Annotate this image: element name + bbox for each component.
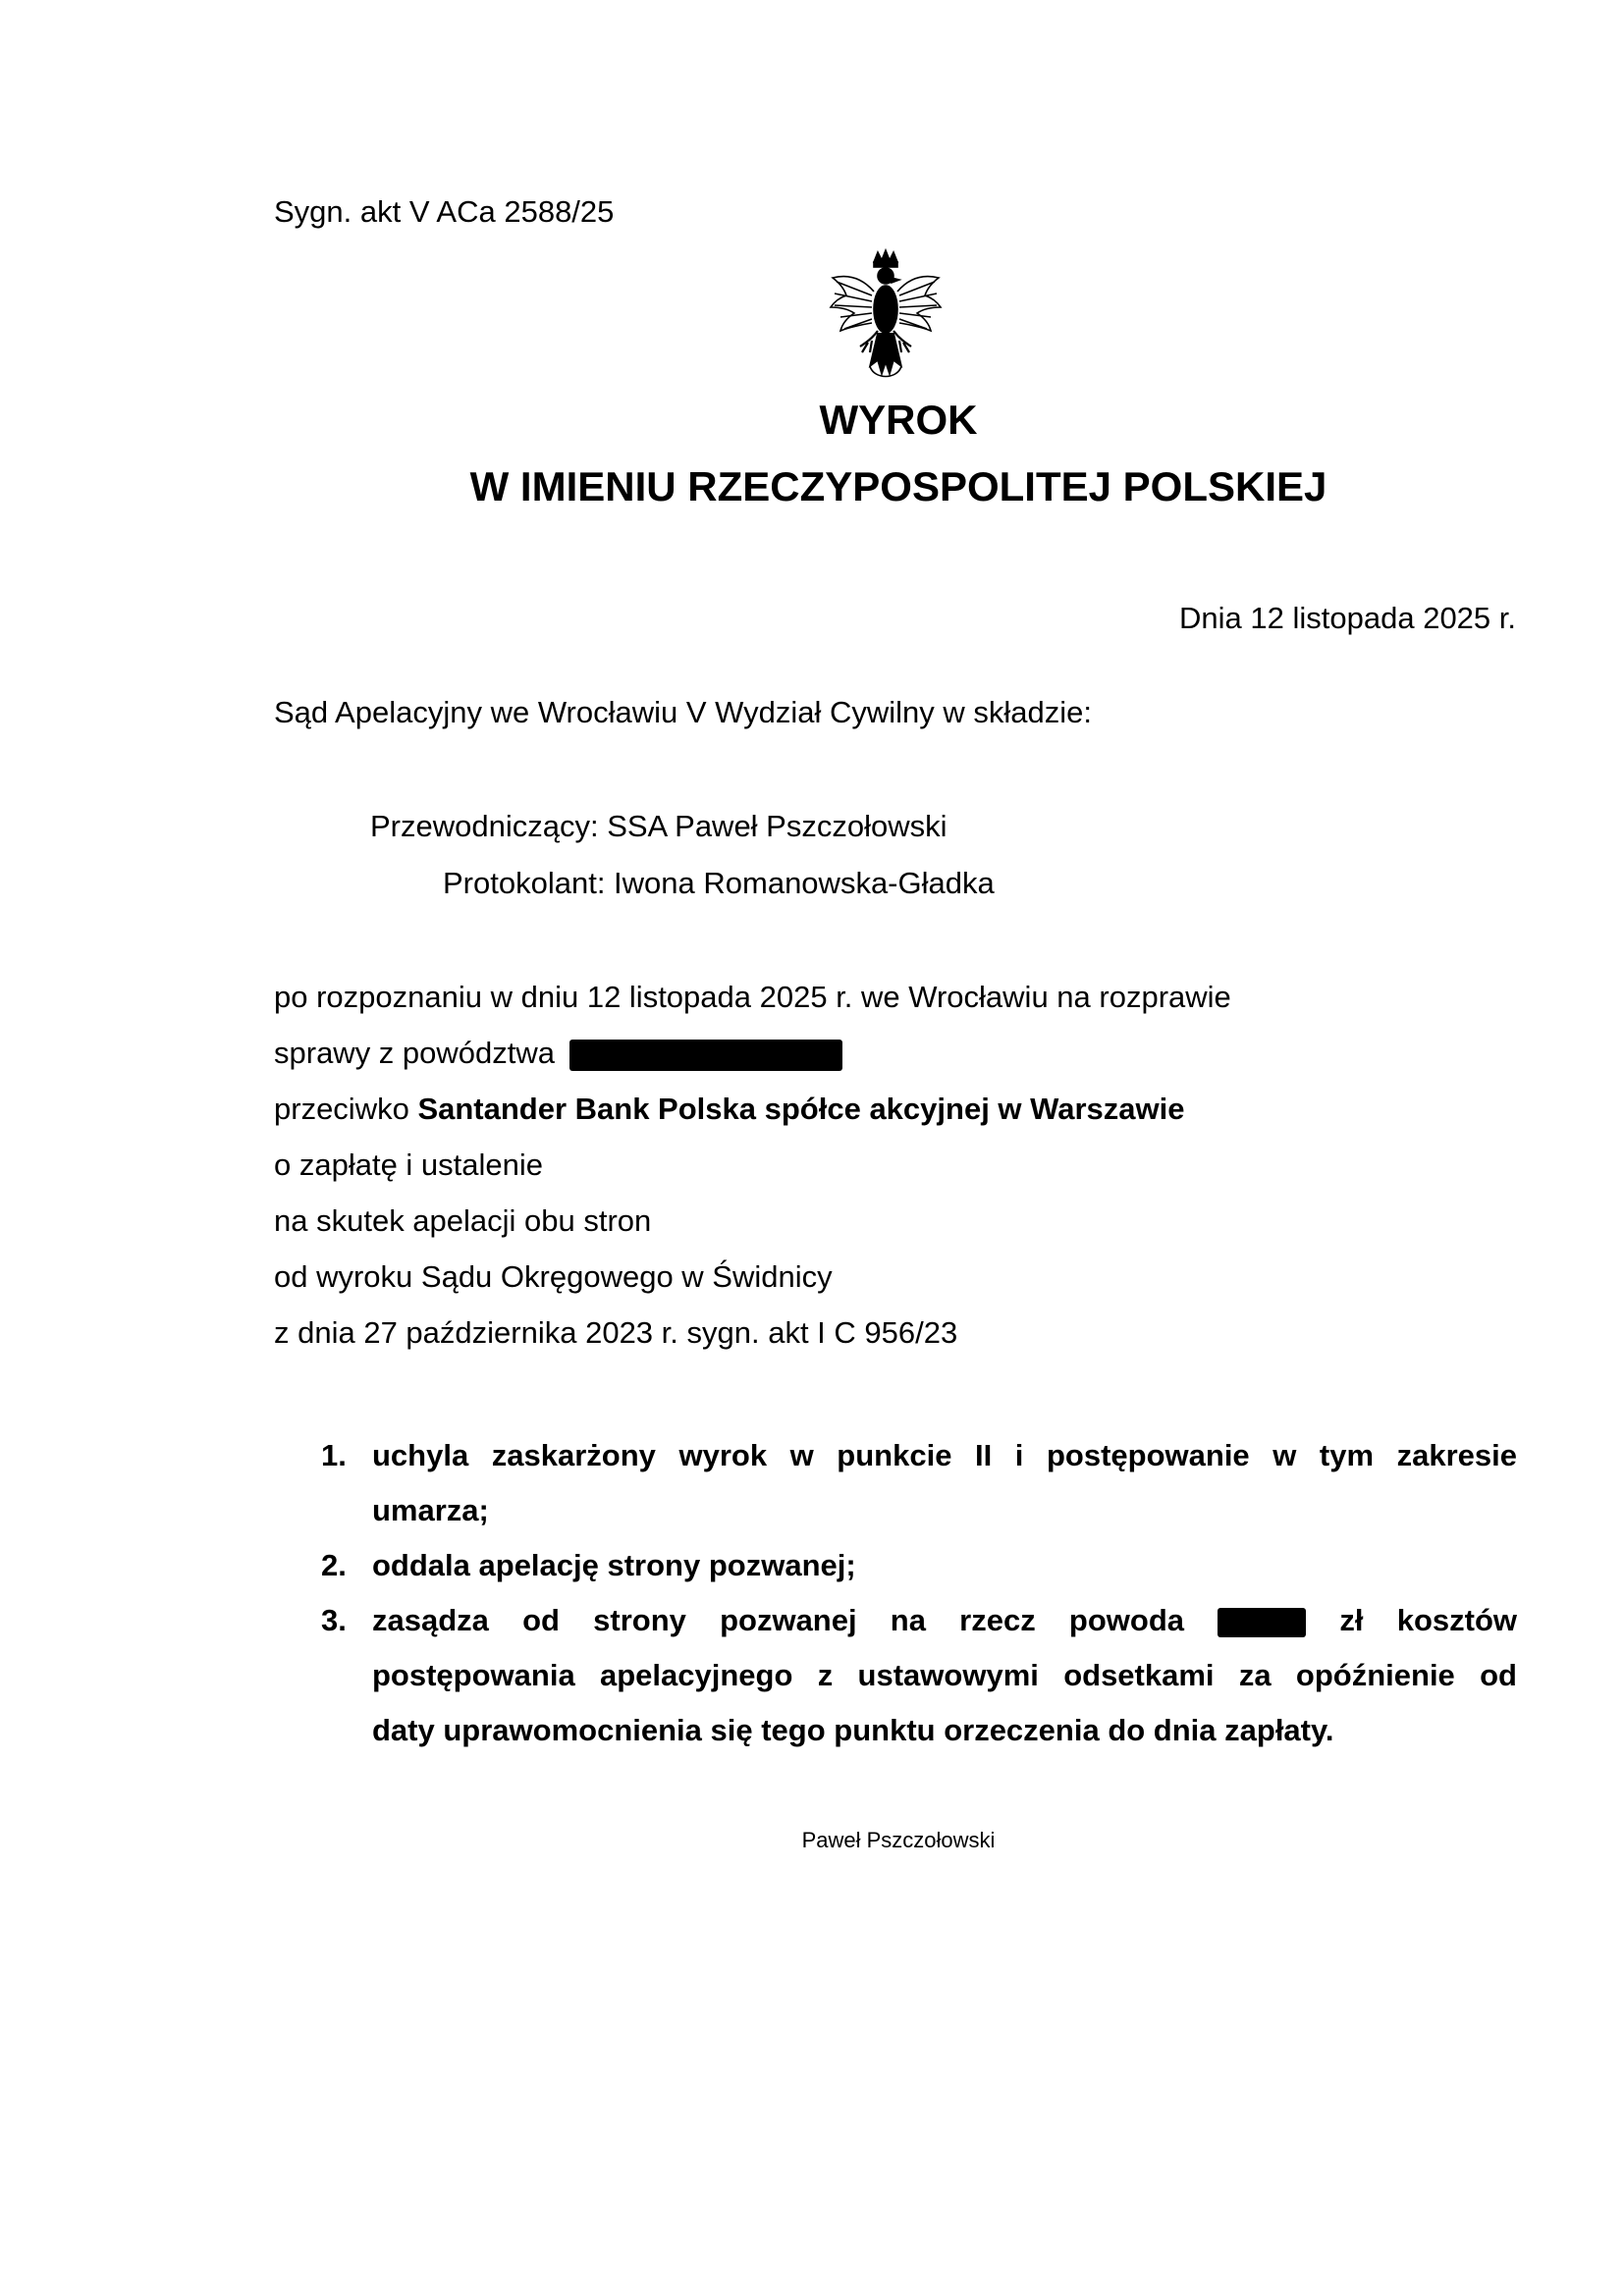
defendant-name: Santander Bank Polska spółce akcyjnej w Warszawie xyxy=(417,1092,1185,1126)
chairman-line: Przewodniczący: SSA Paweł Pszczołowski xyxy=(370,809,947,843)
intro-line-7: z dnia 27 października 2023 r. sygn. akt I C 956/23 xyxy=(274,1315,958,1350)
document-subtitle: W IMIENIU RZECZYPOSPOLITEJ POLSKIEJ xyxy=(469,463,1327,509)
document-title: WYROK xyxy=(819,397,978,443)
intro-line-4: o zapłatę i ustalenie xyxy=(274,1148,544,1182)
polish-eagle-emblem-icon xyxy=(823,248,948,390)
ruling-text: oddala apelację strony pozwanej; xyxy=(372,1548,856,1582)
clerk-line: Protokolant: Iwona Romanowska-Gładka xyxy=(443,866,995,900)
intro-line-1: po rozpoznaniu w dniu 12 listopada 2025 r. we Wrocławiu na rozprawie xyxy=(274,980,1231,1014)
redacted-plaintiff-name xyxy=(569,1040,842,1071)
ruling-text: umarza; xyxy=(372,1493,489,1527)
ruling-text: daty uprawomocnienia się tego punktu orzeczenia do dnia zapłaty. xyxy=(372,1713,1334,1747)
ruling-item-2 xyxy=(321,1538,1517,1593)
intro-line-5: na skutek apelacji obu stron xyxy=(274,1203,652,1238)
title-wrapper xyxy=(0,395,1624,446)
ruling-text: uchyla zaskarżony wyrok w punkcie II i postępowanie w tym zakresie xyxy=(372,1438,1517,1472)
ruling-text: postępowania apelacyjnego z ustawowymi odsetkami za opóźnienie od xyxy=(372,1658,1517,1692)
ruling-item-1 xyxy=(321,1428,1517,1538)
ruling-list xyxy=(321,1428,1517,1758)
ruling-text: zł kosztów xyxy=(1339,1603,1517,1637)
case-number: Sygn. akt V ACa 2588/25 xyxy=(274,194,615,229)
plaintiff-prefix: sprawy z powództwa xyxy=(274,1036,556,1070)
ruling-text: zasądza od strony pozwanej na rzecz powoda xyxy=(372,1603,1184,1637)
ruling-number: 3. xyxy=(321,1603,347,1637)
ruling-number: 2. xyxy=(321,1548,347,1582)
signer-name: Paweł Pszczołowski xyxy=(801,1828,996,1852)
intro-line-6: od wyroku Sądu Okręgowego w Świdnicy xyxy=(274,1259,833,1294)
intro-line-3 xyxy=(274,1090,1185,1129)
defendant-prefix: przeciwko xyxy=(274,1092,418,1126)
redacted-amount xyxy=(1218,1608,1306,1637)
ruling-number: 1. xyxy=(321,1438,347,1472)
court-composition-line: Sąd Apelacyjny we Wrocławiu V Wydział Cywilny w składzie: xyxy=(274,695,1093,729)
ruling-text-line xyxy=(372,1593,1517,1648)
date-line: Dnia 12 listopada 2025 r. xyxy=(1179,601,1516,635)
intro-line-2 xyxy=(274,1034,842,1073)
subtitle-wrapper xyxy=(0,461,1624,512)
ruling-item-3 xyxy=(321,1593,1517,1758)
